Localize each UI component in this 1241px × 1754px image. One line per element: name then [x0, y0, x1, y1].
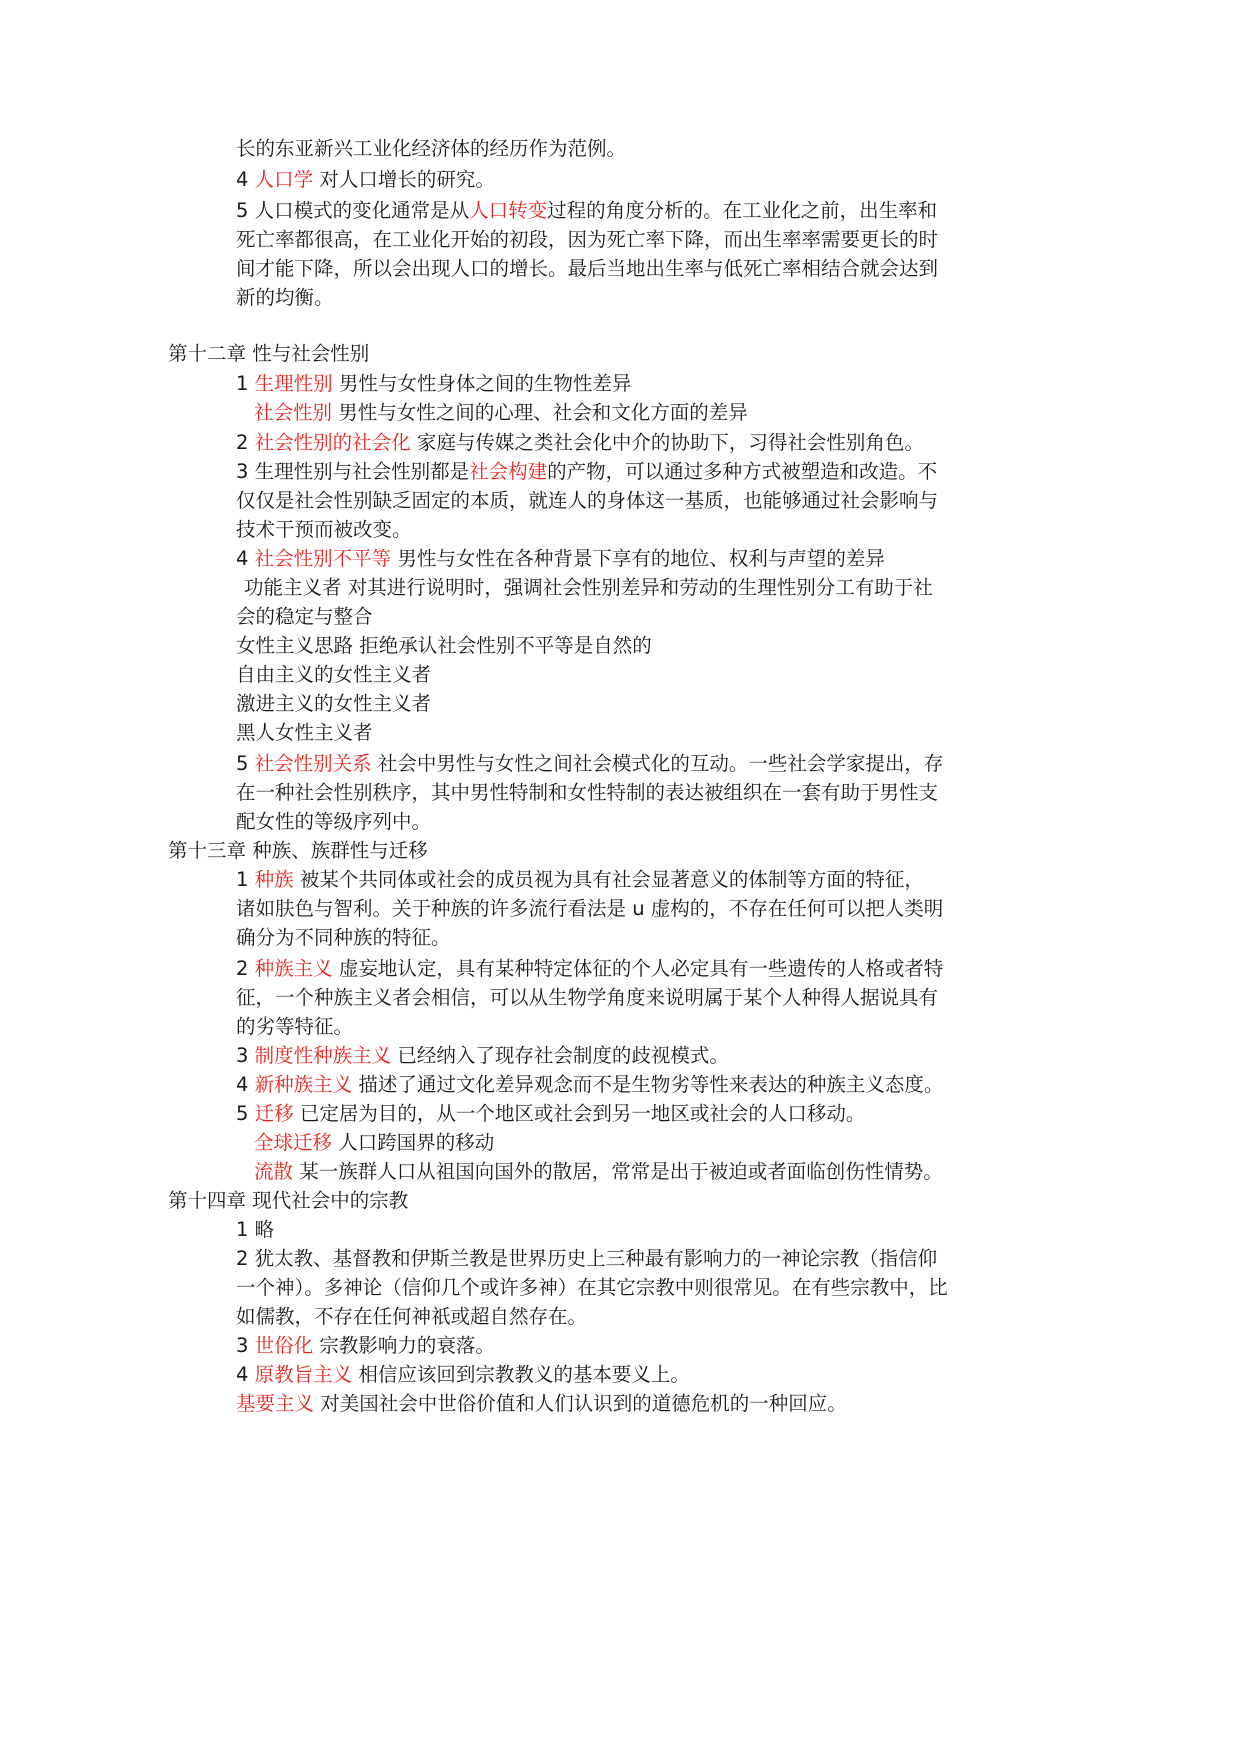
text-line	[168, 838, 428, 864]
text-run: 征，一个种族主义者会相信，可以从生物学角度来说明属于某个人种得人据说具有	[236, 986, 939, 1009]
key-term: 生理性别	[254, 372, 333, 395]
text-line	[236, 1391, 847, 1417]
text-run: 宗教影响力的衰落。	[313, 1334, 495, 1357]
text-line	[236, 751, 943, 777]
text-line	[236, 633, 652, 659]
text-line	[244, 575, 933, 601]
text-run: 家庭与传媒之类社会化中介的协助下，习得社会性别角色。	[410, 431, 924, 454]
key-term: 世俗化	[254, 1334, 314, 1357]
text-run: 男性与女性之间的心理、社会和文化方面的差异	[332, 401, 748, 424]
key-term: 原教旨主义	[254, 1363, 353, 1386]
text-run: 已定居为目的，从一个地区或社会到另一地区或社会的人口移动。	[293, 1102, 866, 1125]
text-run: 2	[236, 957, 255, 980]
text-line	[236, 896, 943, 922]
text-run: 确分为不同种族的特征。	[236, 926, 451, 949]
text-run: 相信应该回到宗教教义的基本要义上。	[352, 1363, 690, 1386]
text-run: 对美国社会中世俗价值和人们认识到的道德危机的一种回应。	[314, 1392, 847, 1415]
text-line	[236, 430, 924, 456]
text-run: 3	[236, 1044, 255, 1067]
text-run: 描述了通过文化差异观念而不是生物劣等性来表达的种族主义态度。	[352, 1073, 944, 1096]
key-term: 流散	[254, 1160, 294, 1183]
text-run: 黑人女性主义者	[236, 721, 373, 744]
text-line	[236, 956, 943, 982]
text-run: 2 犹太教、基督教和伊斯兰教是世界历史上三种最有影响力的一神论宗教（指信仰	[236, 1247, 938, 1270]
text-run: 第十四章 现代社会中的宗教	[168, 1189, 409, 1212]
text-run: 配女性的等级序列中。	[236, 810, 432, 833]
text-line	[236, 662, 431, 688]
text-run: 4	[236, 1363, 255, 1386]
text-line	[236, 1275, 948, 1301]
text-run: 5 人口模式的变化通常是从	[236, 199, 470, 222]
text-run: 被某个共同体或社会的成员视为具有社会显著意义的体制等方面的特征，	[293, 868, 924, 891]
text-line	[236, 1246, 937, 1272]
text-line	[236, 546, 885, 572]
text-run: 3	[236, 1334, 255, 1357]
text-run: 第十三章 种族、族群性与迁移	[168, 839, 428, 862]
text-line	[236, 809, 431, 835]
text-run: 一个神）。多神论（信仰几个或许多神）在其它宗教中则很常见。在有些宗教中，比	[236, 1276, 948, 1299]
key-term: 全球迁移	[254, 1131, 333, 1154]
text-run: 已经纳入了现存社会制度的歧视模式。	[391, 1044, 729, 1067]
text-run: 1	[236, 372, 255, 395]
text-line	[236, 1304, 587, 1330]
text-run: 某一族群人口从祖国向国外的散居，常常是出于被迫或者面临创伤性情势。	[293, 1160, 943, 1183]
key-term: 种族主义	[254, 957, 333, 980]
text-run: 如儒教，不存在任何神祇或超自然存在。	[236, 1305, 588, 1328]
text-line	[168, 1188, 408, 1214]
text-run: 5	[236, 1102, 255, 1125]
key-term: 人口转变	[469, 199, 548, 222]
text-run: 诸如肤色与智利。关于种族的许多流行看法是 u 虚构的，不存在任何可以把人类明	[236, 897, 944, 920]
key-term: 社会性别关系	[254, 752, 372, 775]
text-line	[236, 167, 495, 193]
text-run: 1 略	[236, 1218, 275, 1241]
key-term: 社会性别的社会化	[254, 431, 411, 454]
key-term: 社会性别不平等	[254, 547, 392, 570]
text-line	[236, 1362, 690, 1388]
text-line	[236, 720, 373, 746]
key-term: 人口学	[254, 168, 314, 191]
text-run: 的劣等特征。	[236, 1015, 354, 1038]
text-run: 3 生理性别与社会性别都是	[236, 460, 470, 483]
key-term: 新种族主义	[254, 1073, 353, 1096]
text-run: 功能主义者 对其进行说明时，强调社会性别差异和劳动的生理性别分工有助于社	[244, 576, 933, 599]
text-run: 技术干预而被改变。	[236, 518, 412, 541]
text-run: 新的均衡。	[236, 286, 334, 309]
text-line	[236, 985, 938, 1011]
text-line	[236, 488, 938, 514]
text-line	[236, 256, 938, 282]
text-run: 社会中男性与女性之间社会模式化的互动。一些社会学家提出，存	[371, 752, 944, 775]
key-term: 种族	[254, 868, 294, 891]
text-run: 长的东亚新兴工业化经济体的经历作为范例。	[236, 137, 627, 160]
text-line	[236, 198, 937, 224]
text-run: 男性与女性身体之间的生物性差异	[332, 372, 632, 395]
text-run: 人口跨国界的移动	[332, 1131, 495, 1154]
text-run: 2	[236, 431, 255, 454]
text-run: 女性主义思路 拒绝承认社会性别不平等是自然的	[236, 634, 652, 657]
text-run: 4	[236, 168, 255, 191]
text-run: 激进主义的女性主义者	[236, 692, 432, 715]
text-line	[236, 285, 334, 311]
text-run: 自由主义的女性主义者	[236, 663, 432, 686]
text-run: 第十二章 性与社会性别	[168, 342, 370, 365]
key-term: 社会构建	[469, 460, 548, 483]
text-line	[236, 925, 451, 951]
text-line	[236, 136, 626, 162]
text-run: 5	[236, 752, 255, 775]
text-run: 4	[236, 1073, 255, 1096]
key-term: 制度性种族主义	[254, 1044, 392, 1067]
text-run: 仅仅是社会性别缺乏固定的本质，就连人的身体这一基质，也能够通过社会影响与	[236, 489, 939, 512]
text-run: 男性与女性在各种背景下享有的地位、权利与声望的差异	[391, 547, 885, 570]
text-line	[236, 604, 373, 630]
text-run: 的产物，可以通过多种方式被塑造和改造。不	[547, 460, 938, 483]
text-line	[254, 400, 748, 426]
text-line	[236, 227, 938, 253]
text-line	[236, 780, 938, 806]
text-line	[254, 1130, 494, 1156]
text-line	[236, 691, 431, 717]
text-run: 过程的角度分析的。在工业化之前，出生率和	[547, 199, 938, 222]
text-line	[236, 371, 631, 397]
text-line	[236, 867, 924, 893]
text-run: 1	[236, 868, 255, 891]
key-term: 基要主义	[236, 1392, 315, 1415]
text-line	[236, 1043, 729, 1069]
text-line	[236, 1333, 495, 1359]
key-term: 社会性别	[254, 401, 333, 424]
text-run: 在一种社会性别秩序，其中男性特制和女性特制的表达被组织在一套有助于男性支	[236, 781, 939, 804]
text-line	[236, 517, 412, 543]
text-line	[236, 1072, 943, 1098]
text-line	[254, 1159, 943, 1185]
text-line	[236, 459, 937, 485]
key-term: 迁移	[254, 1102, 294, 1125]
text-run: 死亡率都很高，在工业化开始的初段，因为死亡率下降，而出生率率需要更长的时	[236, 228, 939, 251]
text-line	[236, 1014, 353, 1040]
text-line	[236, 1217, 274, 1243]
text-run: 虚妄地认定，具有某种特定体征的个人必定具有一些遗传的人格或者特	[332, 957, 944, 980]
text-run: 会的稳定与整合	[236, 605, 373, 628]
text-line	[236, 1101, 865, 1127]
text-run: 4	[236, 547, 255, 570]
text-run: 间才能下降，所以会出现人口的增长。最后当地出生率与低死亡率相结合就会达到	[236, 257, 939, 280]
text-line	[168, 341, 369, 367]
text-run: 对人口增长的研究。	[313, 168, 495, 191]
